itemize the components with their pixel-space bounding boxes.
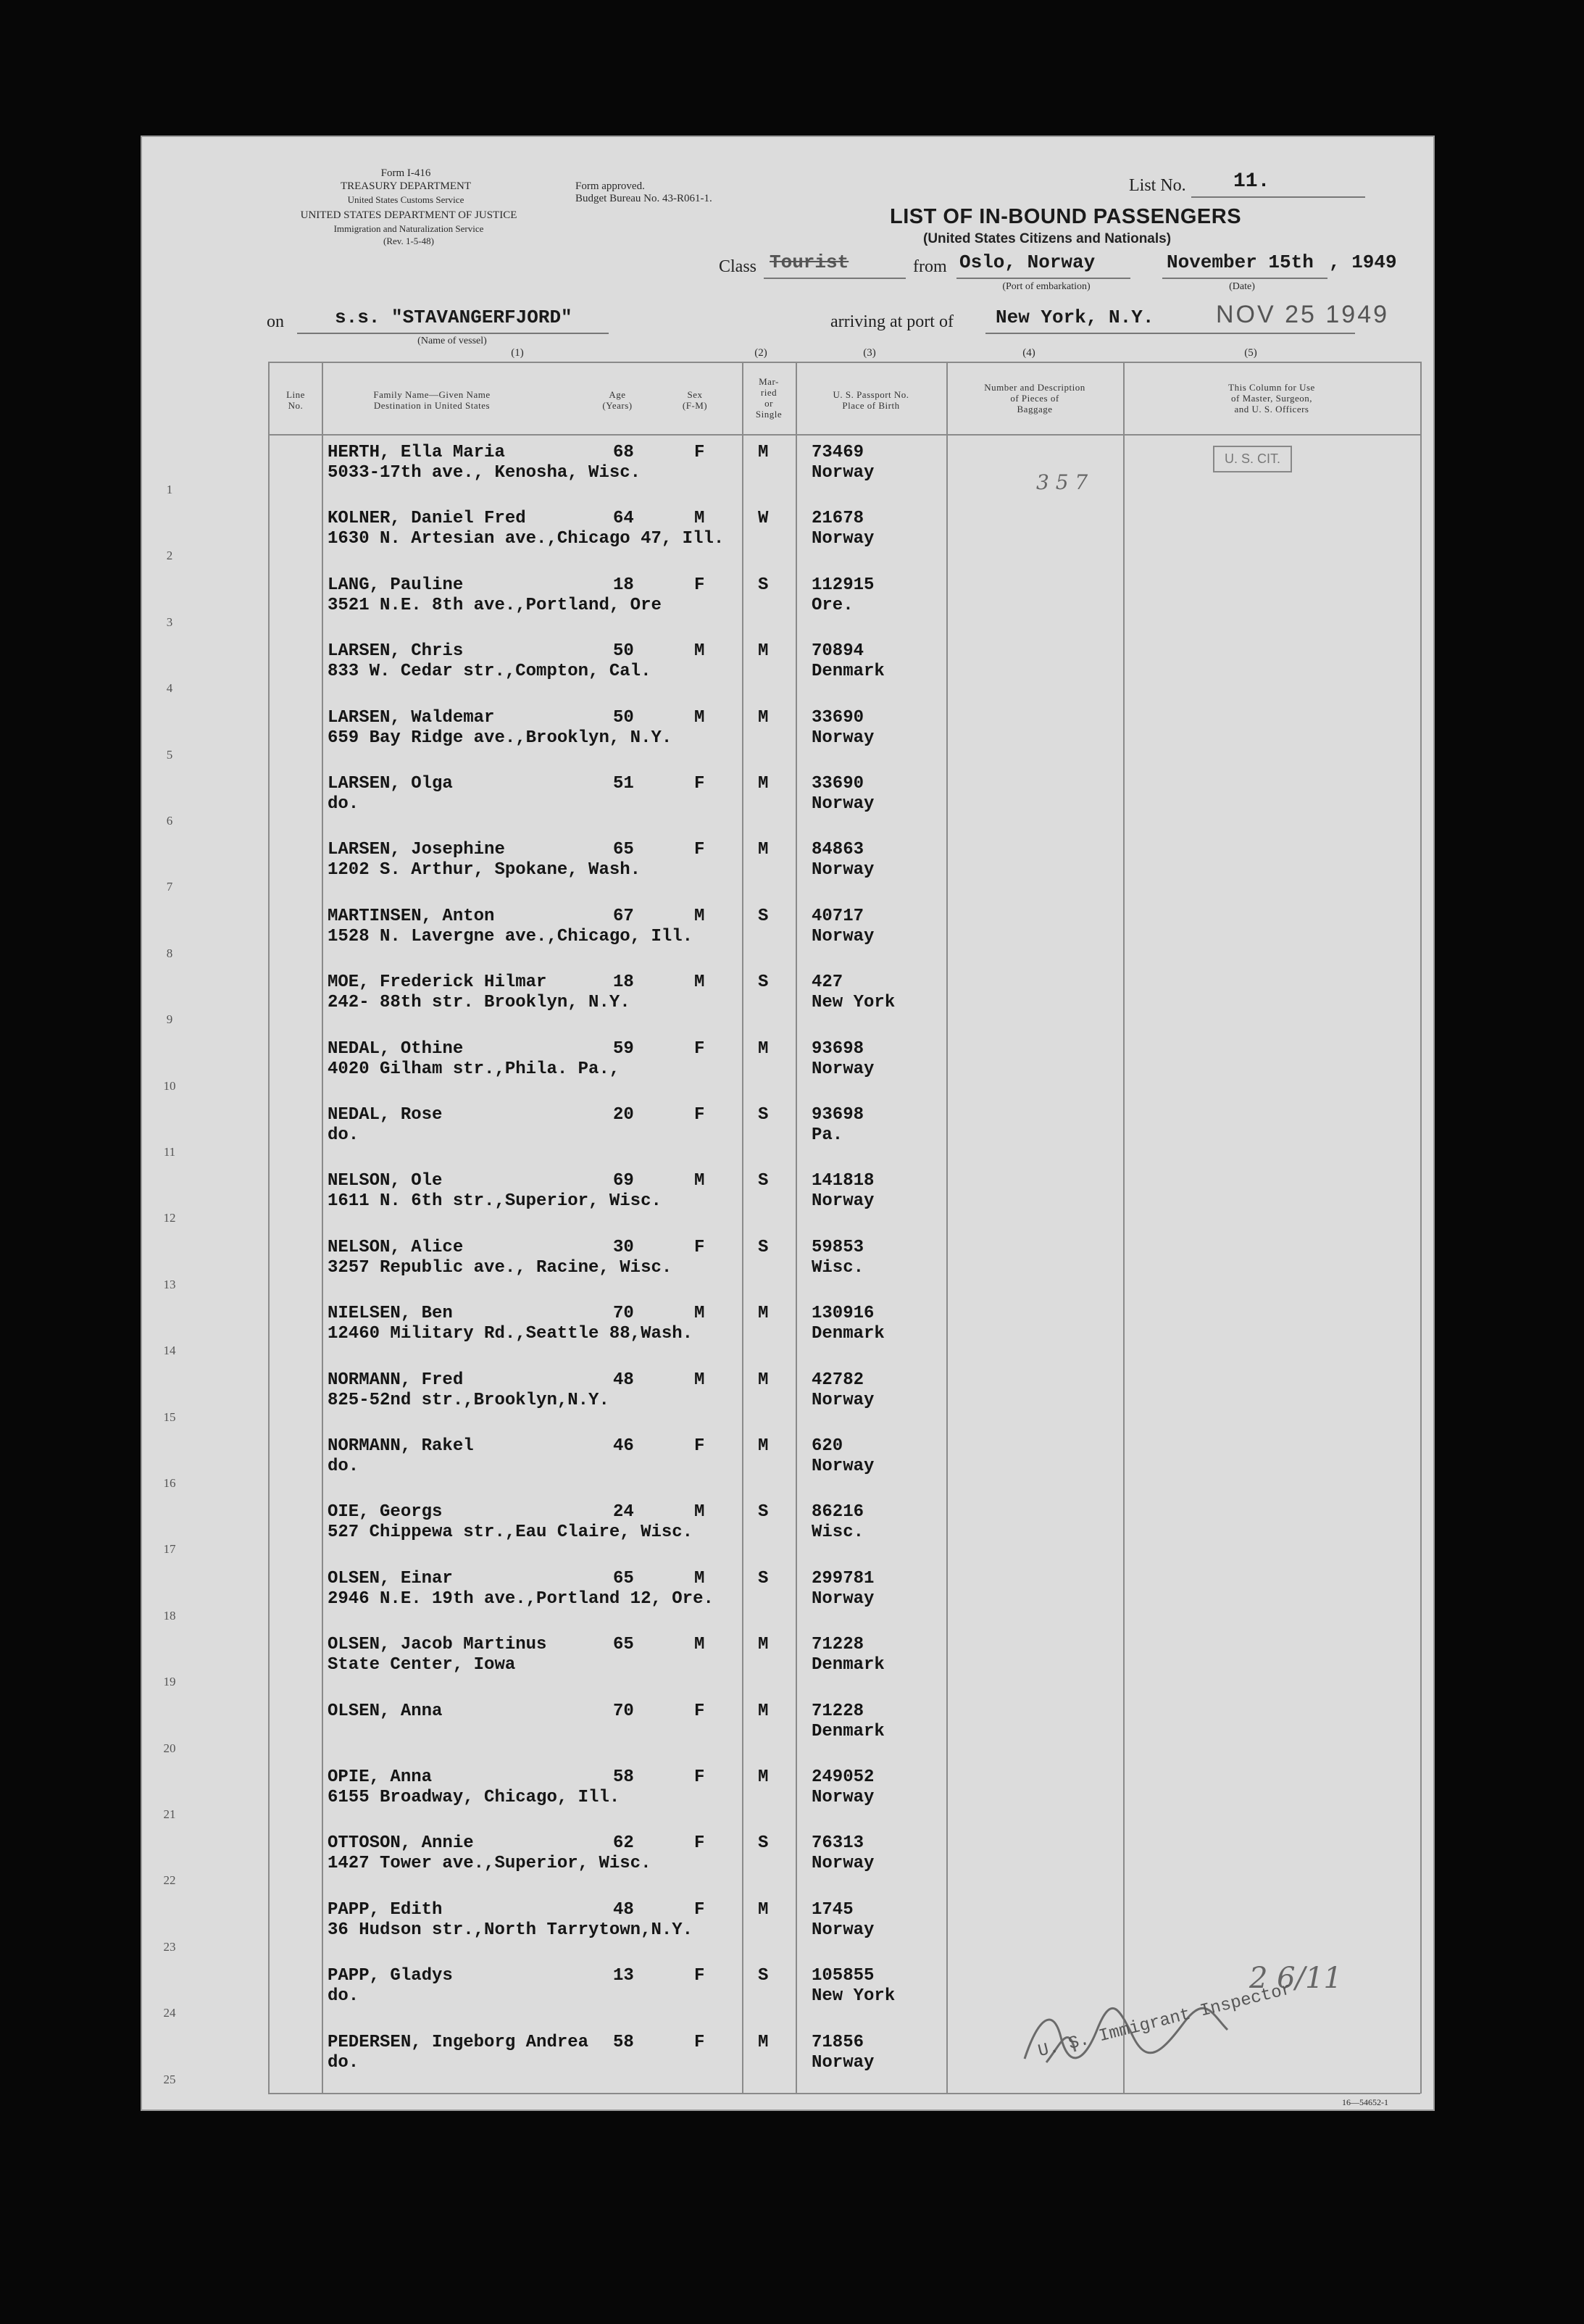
marital-status: M (758, 840, 769, 860)
age: 62 (613, 1833, 634, 1854)
table-row (141, 1760, 1435, 1826)
passenger-name: OTTOSON, Annie (328, 1833, 474, 1854)
passport-number: 1745 (812, 1899, 854, 1920)
passport-number: 33690 (812, 707, 864, 728)
passport-number: 93698 (812, 1038, 864, 1059)
revision: (Rev. 1-5-48) (383, 236, 434, 246)
passenger-name: NEDAL, Othine (328, 1038, 464, 1059)
col-num-2: (2) (754, 347, 767, 359)
place-of-birth: Wisc. (812, 1523, 864, 1543)
passenger-name: OIE, Georgs (328, 1502, 443, 1523)
form-number: Form I-416 (380, 167, 431, 179)
passenger-name: LARSEN, Waldemar (328, 707, 495, 728)
port-underline (956, 278, 1130, 279)
table-row (141, 965, 1435, 1031)
table-row (141, 1694, 1435, 1760)
sex: M (694, 1568, 705, 1588)
table-row (141, 1826, 1435, 1892)
place-of-birth: Denmark (812, 1655, 885, 1675)
port-embarkation: Oslo, Norway (959, 251, 1096, 273)
passenger-name: OLSEN, Jacob Martinus (328, 1635, 547, 1655)
marital-status: M (758, 1701, 769, 1721)
passenger-name: NEDAL, Rose (328, 1105, 443, 1125)
line-number: 11 (163, 1145, 176, 1159)
table-row (141, 899, 1435, 965)
passenger-name: OLSEN, Anna (328, 1701, 443, 1721)
destination: 1427 Tower ave.,Superior, Wisc. (328, 1854, 651, 1874)
age: 50 (613, 707, 634, 728)
sex: F (694, 1038, 705, 1059)
destination: 4020 Gilham str.,Phila. Pa., (328, 1059, 620, 1079)
class-label: Class (719, 257, 757, 276)
table-top-rule (268, 362, 1420, 363)
place-of-birth: Wisc. (812, 1257, 864, 1278)
place-of-birth: Norway (812, 1457, 875, 1476)
passenger-name: HERTH, Ella Maria (328, 443, 505, 462)
passenger-name: MARTINSEN, Anton (328, 906, 495, 926)
customs-service: United States Customs Service (347, 194, 464, 205)
place-of-birth: Norway (812, 1788, 875, 1807)
age: 18 (613, 973, 634, 993)
passport-number: 249052 (812, 1767, 875, 1787)
marital-status: M (758, 1038, 769, 1059)
arrival-date-stamp: NOV 25 1949 (1216, 301, 1390, 328)
passport-number: 21678 (812, 509, 864, 529)
destination: State Center, Iowa (328, 1655, 516, 1675)
table-row (141, 1429, 1435, 1495)
marital-status: S (758, 1833, 769, 1854)
table-row (141, 1230, 1435, 1296)
line-number: 21 (163, 1807, 176, 1821)
table-row (141, 1893, 1435, 1959)
age: 67 (613, 906, 634, 926)
line-number: 17 (163, 1542, 176, 1557)
passport-number: 86216 (812, 1502, 864, 1523)
age: 58 (613, 2032, 634, 2052)
col-head-name: Family Name—Given Name Destination in United States (373, 389, 491, 411)
passenger-name: KOLNER, Daniel Fred (328, 509, 526, 529)
col-head-married: Mar- ried or Single (755, 376, 783, 420)
marital-status: S (758, 1105, 769, 1125)
table-row (141, 634, 1435, 700)
date-caption: (Date) (1229, 281, 1255, 292)
destination: 659 Bay Ridge ave.,Brooklyn, N.Y. (328, 728, 672, 748)
arrival-underline (985, 333, 1355, 334)
sex: F (694, 443, 705, 462)
sex: M (694, 707, 705, 728)
arrival-port: New York, N.Y. (996, 307, 1154, 328)
table-row (141, 501, 1435, 567)
table-row (141, 1562, 1435, 1628)
arriving-label: arriving at port of (830, 312, 954, 331)
line-number: 16 (163, 1476, 176, 1490)
line-number: 5 (166, 747, 173, 762)
destination: 833 W. Cedar str.,Compton, Cal. (328, 662, 651, 682)
age: 58 (613, 1767, 634, 1787)
passenger-name: PAPP, Edith (328, 1899, 443, 1920)
place-of-birth: Norway (812, 728, 875, 748)
table-row (141, 1164, 1435, 1230)
passport-number: 40717 (812, 906, 864, 926)
budget-bureau: Budget Bureau No. 43-R061-1. (575, 193, 712, 204)
table-row (141, 1098, 1435, 1164)
place-of-birth: Pa. (812, 1125, 843, 1145)
passport-number: 71228 (812, 1635, 864, 1655)
marital-status: M (758, 641, 769, 662)
marital-status: M (758, 2032, 769, 2052)
col-num-4: (4) (1022, 347, 1035, 359)
passport-number: 620 (812, 1436, 843, 1456)
age: 24 (613, 1502, 634, 1523)
sex: F (694, 1237, 705, 1257)
marital-status: M (758, 1635, 769, 1655)
destination: 2946 N.E. 19th ave.,Portland 12, Ore. (328, 1588, 714, 1609)
marital-status: S (758, 1568, 769, 1588)
age: 48 (613, 1370, 634, 1390)
vessel-caption: (Name of vessel) (417, 336, 487, 346)
passport-number: 33690 (812, 774, 864, 794)
marital-status: M (758, 1767, 769, 1787)
date-underline (1162, 278, 1327, 279)
marital-status: S (758, 1966, 769, 1986)
line-number: 12 (163, 1211, 176, 1225)
destination: 5033-17th ave., Kenosha, Wisc. (328, 463, 641, 483)
passenger-name: NELSON, Ole (328, 1171, 443, 1191)
place-of-birth: New York (812, 993, 896, 1013)
line-number: 23 (163, 1939, 176, 1954)
place-of-birth: Norway (812, 794, 875, 814)
sex: M (694, 509, 705, 529)
sex: F (694, 2032, 705, 2052)
line-number: 4 (166, 681, 173, 696)
table-row (141, 1363, 1435, 1429)
table-row (141, 833, 1435, 899)
inspector-initials: 2 6/11 (1249, 1962, 1342, 1995)
line-number: 3 (166, 615, 173, 629)
line-number: 6 (166, 814, 173, 828)
place-of-birth: Norway (812, 1854, 875, 1874)
place-of-birth: Norway (812, 1920, 875, 1940)
age: 18 (613, 575, 634, 595)
sex: F (694, 1436, 705, 1456)
line-number: 2 (166, 549, 173, 563)
place-of-birth: Norway (812, 1588, 875, 1609)
place-of-birth: Norway (812, 529, 875, 549)
from-label: from (913, 257, 947, 276)
baggage-mark: 3 5 7 (1036, 470, 1088, 494)
age: 70 (613, 1701, 634, 1721)
treasury-dept: TREASURY DEPARTMENT (340, 180, 472, 192)
marital-status: M (758, 1370, 769, 1390)
sex: M (694, 641, 705, 662)
destination: 3257 Republic ave., Racine, Wisc. (328, 1257, 672, 1278)
destination: do. (328, 794, 359, 814)
age: 70 (613, 1304, 634, 1324)
sex: M (694, 1304, 705, 1324)
port-caption: (Port of embarkation) (1002, 281, 1091, 292)
passport-number: 71856 (812, 2032, 864, 2052)
age: 30 (613, 1237, 634, 1257)
sex: F (694, 1105, 705, 1125)
table-row (141, 1032, 1435, 1098)
passenger-name: NORMANN, Rakel (328, 1436, 474, 1456)
line-number: 18 (163, 1608, 176, 1623)
age: 46 (613, 1436, 634, 1456)
passport-number: 70894 (812, 641, 864, 662)
destination: 12460 Military Rd.,Seattle 88,Wash. (328, 1324, 693, 1344)
destination: 36 Hudson str.,North Tarrytown,N.Y. (328, 1920, 693, 1940)
table-row (141, 1495, 1435, 1561)
line-number: 24 (163, 2006, 176, 2020)
destination: 1202 S. Arthur, Spokane, Wash. (328, 860, 641, 880)
marital-status: S (758, 906, 769, 926)
passport-number: 71228 (812, 1701, 864, 1721)
place-of-birth: Norway (812, 860, 875, 880)
passport-number: 130916 (812, 1304, 875, 1324)
passport-number: 73469 (812, 443, 864, 462)
col-head-sex: Sex (F-M) (682, 389, 708, 411)
col-num-3: (3) (863, 347, 876, 359)
list-no-label: List No. (1129, 176, 1186, 195)
age: 59 (613, 1038, 634, 1059)
age: 51 (613, 774, 634, 794)
passport-number: 299781 (812, 1568, 875, 1588)
marital-status: M (758, 1436, 769, 1456)
line-number: 1 (166, 483, 173, 496)
table-row (141, 1628, 1435, 1694)
age: 69 (613, 1171, 634, 1191)
marital-status: M (758, 707, 769, 728)
destination: do. (328, 2052, 359, 2073)
table-row (141, 701, 1435, 767)
inspector-stamp: U. S. Immigrant Inspector (1036, 1979, 1294, 2062)
departure-year: , 1949 (1329, 251, 1397, 273)
list-no-underline (1191, 196, 1365, 198)
destination: 1611 N. 6th str.,Superior, Wisc. (328, 1191, 662, 1212)
passport-number: 141818 (812, 1171, 875, 1191)
sex: M (694, 973, 705, 993)
place-of-birth: New York (812, 1986, 896, 2007)
marital-status: S (758, 973, 769, 993)
sex: M (694, 1635, 705, 1655)
marital-status: M (758, 1899, 769, 1920)
col-head-baggage: Number and Description of Pieces of Baggage (984, 382, 1085, 415)
age: 65 (613, 1635, 634, 1655)
destination: 6155 Broadway, Chicago, Ill. (328, 1788, 620, 1807)
passport-number: 112915 (812, 575, 875, 595)
sex: F (694, 840, 705, 860)
marital-status: S (758, 575, 769, 595)
table-row (141, 2025, 1435, 2091)
destination: do. (328, 1125, 359, 1145)
age: 48 (613, 1899, 634, 1920)
passport-number: 427 (812, 973, 843, 993)
marital-status: S (758, 1171, 769, 1191)
destination: 242- 88th str. Brooklyn, N.Y. (328, 993, 630, 1013)
sex: F (694, 774, 705, 794)
age: 68 (613, 443, 634, 462)
passport-number: 105855 (812, 1966, 875, 1986)
age: 20 (613, 1105, 634, 1125)
sex: F (694, 1899, 705, 1920)
sex: M (694, 1502, 705, 1523)
place-of-birth: Denmark (812, 662, 885, 682)
passenger-name: NORMANN, Fred (328, 1370, 464, 1390)
place-of-birth: Norway (812, 926, 875, 946)
passport-number: 59853 (812, 1237, 864, 1257)
passenger-name: OPIE, Anna (328, 1767, 433, 1787)
age: 65 (613, 1568, 634, 1588)
line-number: 14 (163, 1344, 176, 1358)
marital-status: S (758, 1502, 769, 1523)
marital-status: M (758, 443, 769, 462)
destination: 3521 N.E. 8th ave.,Portland, Ore (328, 595, 662, 615)
passenger-name: PEDERSEN, Ingeborg Andrea (328, 2032, 589, 2052)
passport-number: 84863 (812, 840, 864, 860)
passport-number: 93698 (812, 1105, 864, 1125)
place-of-birth: Norway (812, 1059, 875, 1079)
destination: 1528 N. Lavergne ave.,Chicago, Ill. (328, 926, 693, 946)
line-number: 22 (163, 1873, 176, 1888)
manifest-page (141, 136, 1435, 2111)
passenger-name: LARSEN, Josephine (328, 840, 505, 860)
place-of-birth: Denmark (812, 1721, 885, 1741)
place-of-birth: Ore. (812, 595, 854, 615)
age: 64 (613, 509, 634, 529)
sex: F (694, 1767, 705, 1787)
table-bottom-rule (268, 2093, 1420, 2094)
line-number: 8 (166, 946, 173, 960)
table-row (141, 767, 1435, 833)
col-head-age: Age (Years) (602, 389, 633, 411)
sex: F (694, 1833, 705, 1854)
col-head-line: Line No. (286, 389, 305, 411)
line-number: 19 (163, 1675, 176, 1689)
departure-date: November 15th (1167, 251, 1314, 273)
passenger-name: LARSEN, Olga (328, 774, 453, 794)
col-num-5: (5) (1244, 347, 1257, 359)
table-row (141, 1296, 1435, 1362)
passport-number: 42782 (812, 1370, 864, 1390)
class-value: Tourist (770, 251, 849, 273)
sex: M (694, 1171, 705, 1191)
ins-service: Immigration and Naturalization Service (333, 223, 484, 234)
age: 50 (613, 641, 634, 662)
passenger-name: PAPP, Gladys (328, 1966, 453, 1986)
col-head-passport: U. S. Passport No. Place of Birth (833, 389, 909, 411)
us-citizen-stamp: U. S. CIT. (1213, 446, 1292, 472)
line-number: 10 (163, 1078, 176, 1093)
on-label: on (267, 312, 284, 331)
sex: M (694, 906, 705, 926)
marital-status: M (758, 1304, 769, 1324)
place-of-birth: Norway (812, 2052, 875, 2073)
age: 13 (613, 1966, 634, 1986)
marital-status: W (758, 509, 769, 529)
line-number: 7 (166, 880, 173, 894)
line-number: 20 (163, 1741, 176, 1755)
footer-code: 16—54652-1 (1342, 2097, 1388, 2107)
line-number: 15 (163, 1409, 176, 1424)
passenger-name: OLSEN, Einar (328, 1568, 453, 1588)
line-number: 13 (163, 1277, 176, 1291)
place-of-birth: Denmark (812, 1324, 885, 1344)
sex: F (694, 1966, 705, 1986)
destination: do. (328, 1986, 359, 2007)
vessel-name: s.s. "STAVANGERFJORD" (335, 307, 572, 328)
place-of-birth: Norway (812, 463, 875, 483)
destination: do. (328, 1457, 359, 1476)
page-subtitle: (United States Citizens and Nationals) (923, 231, 1172, 246)
passenger-name: LARSEN, Chris (328, 641, 464, 662)
sex: F (694, 1701, 705, 1721)
marital-status: M (758, 774, 769, 794)
form-approved: Form approved. (575, 180, 645, 192)
marital-status: S (758, 1237, 769, 1257)
passport-number: 76313 (812, 1833, 864, 1854)
age: 65 (613, 840, 634, 860)
destination: 825-52nd str.,Brooklyn,N.Y. (328, 1390, 609, 1410)
passenger-name: NELSON, Alice (328, 1237, 464, 1257)
table-row (141, 568, 1435, 634)
page-title: LIST OF IN-BOUND PASSENGERS (890, 205, 1242, 228)
destination: 1630 N. Artesian ave.,Chicago 47, Ill. (328, 529, 725, 549)
place-of-birth: Norway (812, 1390, 875, 1410)
col-num-1: (1) (511, 347, 524, 359)
col-head-officers: This Column for Use of Master, Surgeon, and U. S. Officers (1228, 382, 1315, 415)
sex: M (694, 1370, 705, 1390)
passenger-name: MOE, Frederick Hilmar (328, 973, 547, 993)
place-of-birth: Norway (812, 1191, 875, 1212)
class-underline (764, 278, 906, 279)
sex: F (694, 575, 705, 595)
line-number: 9 (166, 1012, 173, 1027)
vessel-underline (297, 333, 609, 334)
list-no-value: 11. (1233, 170, 1270, 193)
destination: 527 Chippewa str.,Eau Claire, Wisc. (328, 1523, 693, 1543)
justice-dept: UNITED STATES DEPARTMENT OF JUSTICE (300, 209, 517, 221)
passenger-name: NIELSEN, Ben (328, 1304, 453, 1324)
passenger-name: LANG, Pauline (328, 575, 464, 595)
line-number: 25 (163, 2072, 176, 2086)
